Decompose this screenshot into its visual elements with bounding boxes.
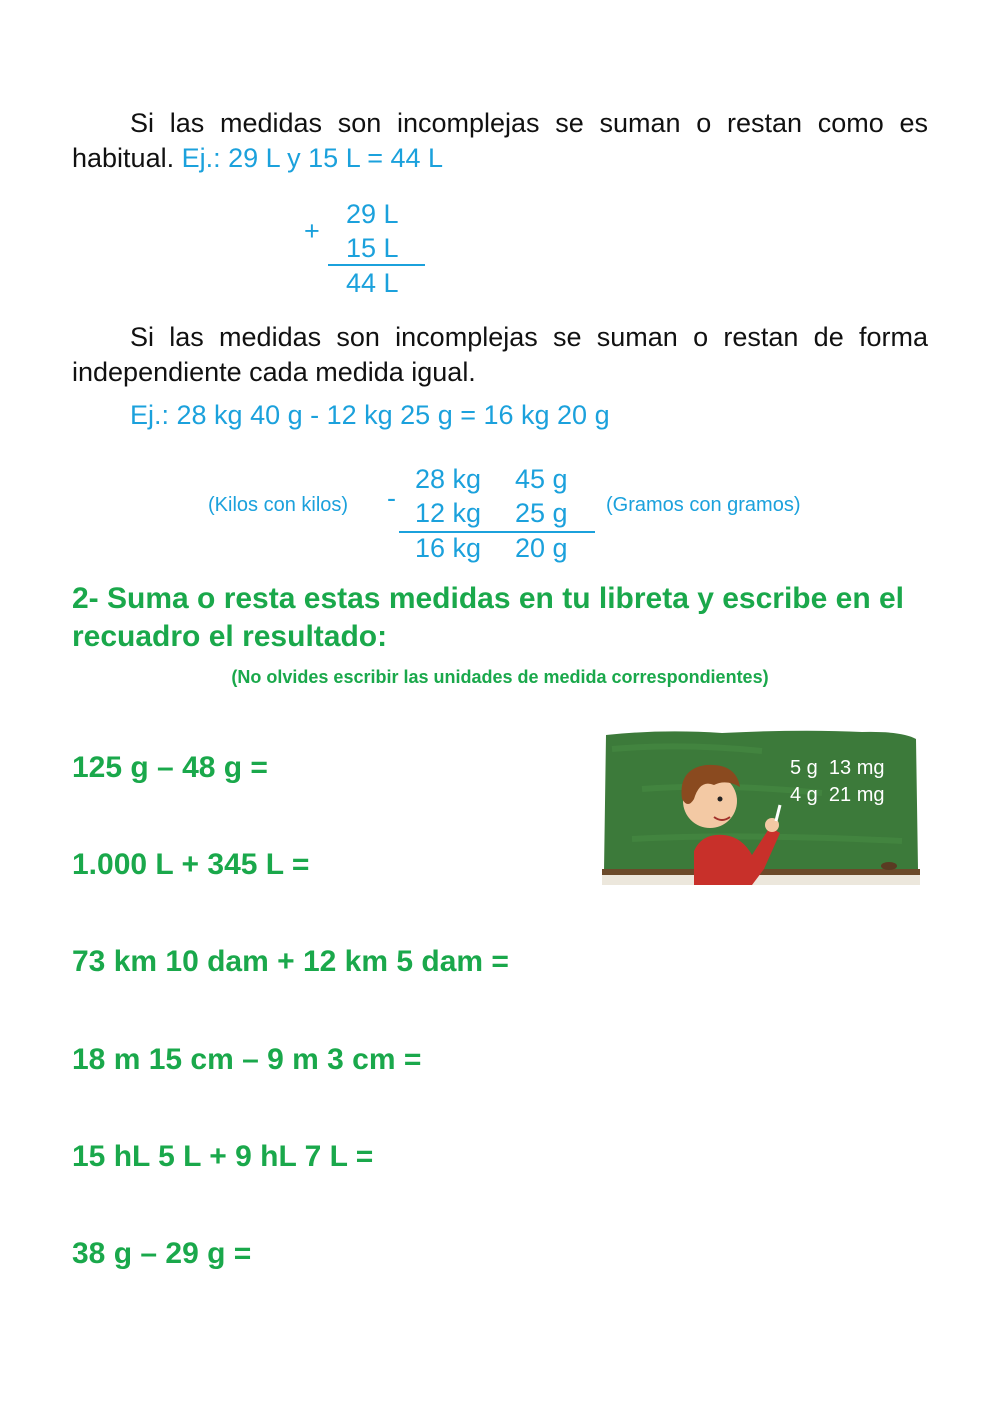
addition-operator: + [304,216,320,246]
board-line-2: 4 g 21 mg [790,784,885,806]
exercise-5: 15 hL 5 L + 9 hL 7 L = [72,1140,374,1173]
kilos-note: (Kilos con kilos) [208,494,349,516]
exercise-6: 38 g – 29 g = [72,1237,252,1270]
addition-row-1: 29 L [346,199,399,229]
addition-rule [328,264,425,266]
exercise-2: 1.000 L + 345 L = [72,848,310,881]
subtraction-row-2-g: 25 g [515,498,568,528]
board-line-1: 5 g 13 mg [790,757,885,779]
intro-text-1: Si las medidas son incomplejas se suman o restan como es habitual. [72,108,928,173]
subtraction-row-1-g: 45 g [515,464,568,494]
exercise-3: 73 km 10 dam + 12 km 5 dam = [72,945,509,978]
gramos-note: (Gramos con gramos) [606,494,801,516]
intro-example-1: Ej.: 29 L y 15 L = 44 L [181,143,444,173]
intro-text-2: Si las medidas son incomplejas se suman o restan de forma independiente cada medida igual. [72,322,928,387]
subtraction-result-g: 20 g [515,533,568,563]
chalkboard-drawing [602,729,920,885]
exercise-1: 125 g – 48 g = [72,751,268,784]
intro-paragraph-1 [72,106,928,176]
section-2-heading: 2- Suma o resta estas medidas en tu libreta y escribe en el recuadro el resultado: [72,582,905,653]
subtraction-result-kg: 16 kg [415,533,482,563]
addition-row-2: 15 L [346,233,399,263]
intro-paragraph-2 [72,320,928,390]
section-2-note: (No olvides escribir las unidades de medida correspondientes) [231,667,769,687]
addition-result: 44 L [346,268,399,298]
subtraction-row-1-kg: 28 kg [415,464,482,494]
intro-example-2: Ej.: 28 kg 40 g - 12 kg 25 g = 16 kg 20 g [130,400,610,430]
exercise-4: 18 m 15 cm – 9 m 3 cm = [72,1043,422,1076]
chalkboard-illustration [602,729,920,885]
subtraction-operator: - [387,483,396,513]
subtraction-row-2-kg: 12 kg [415,498,482,528]
